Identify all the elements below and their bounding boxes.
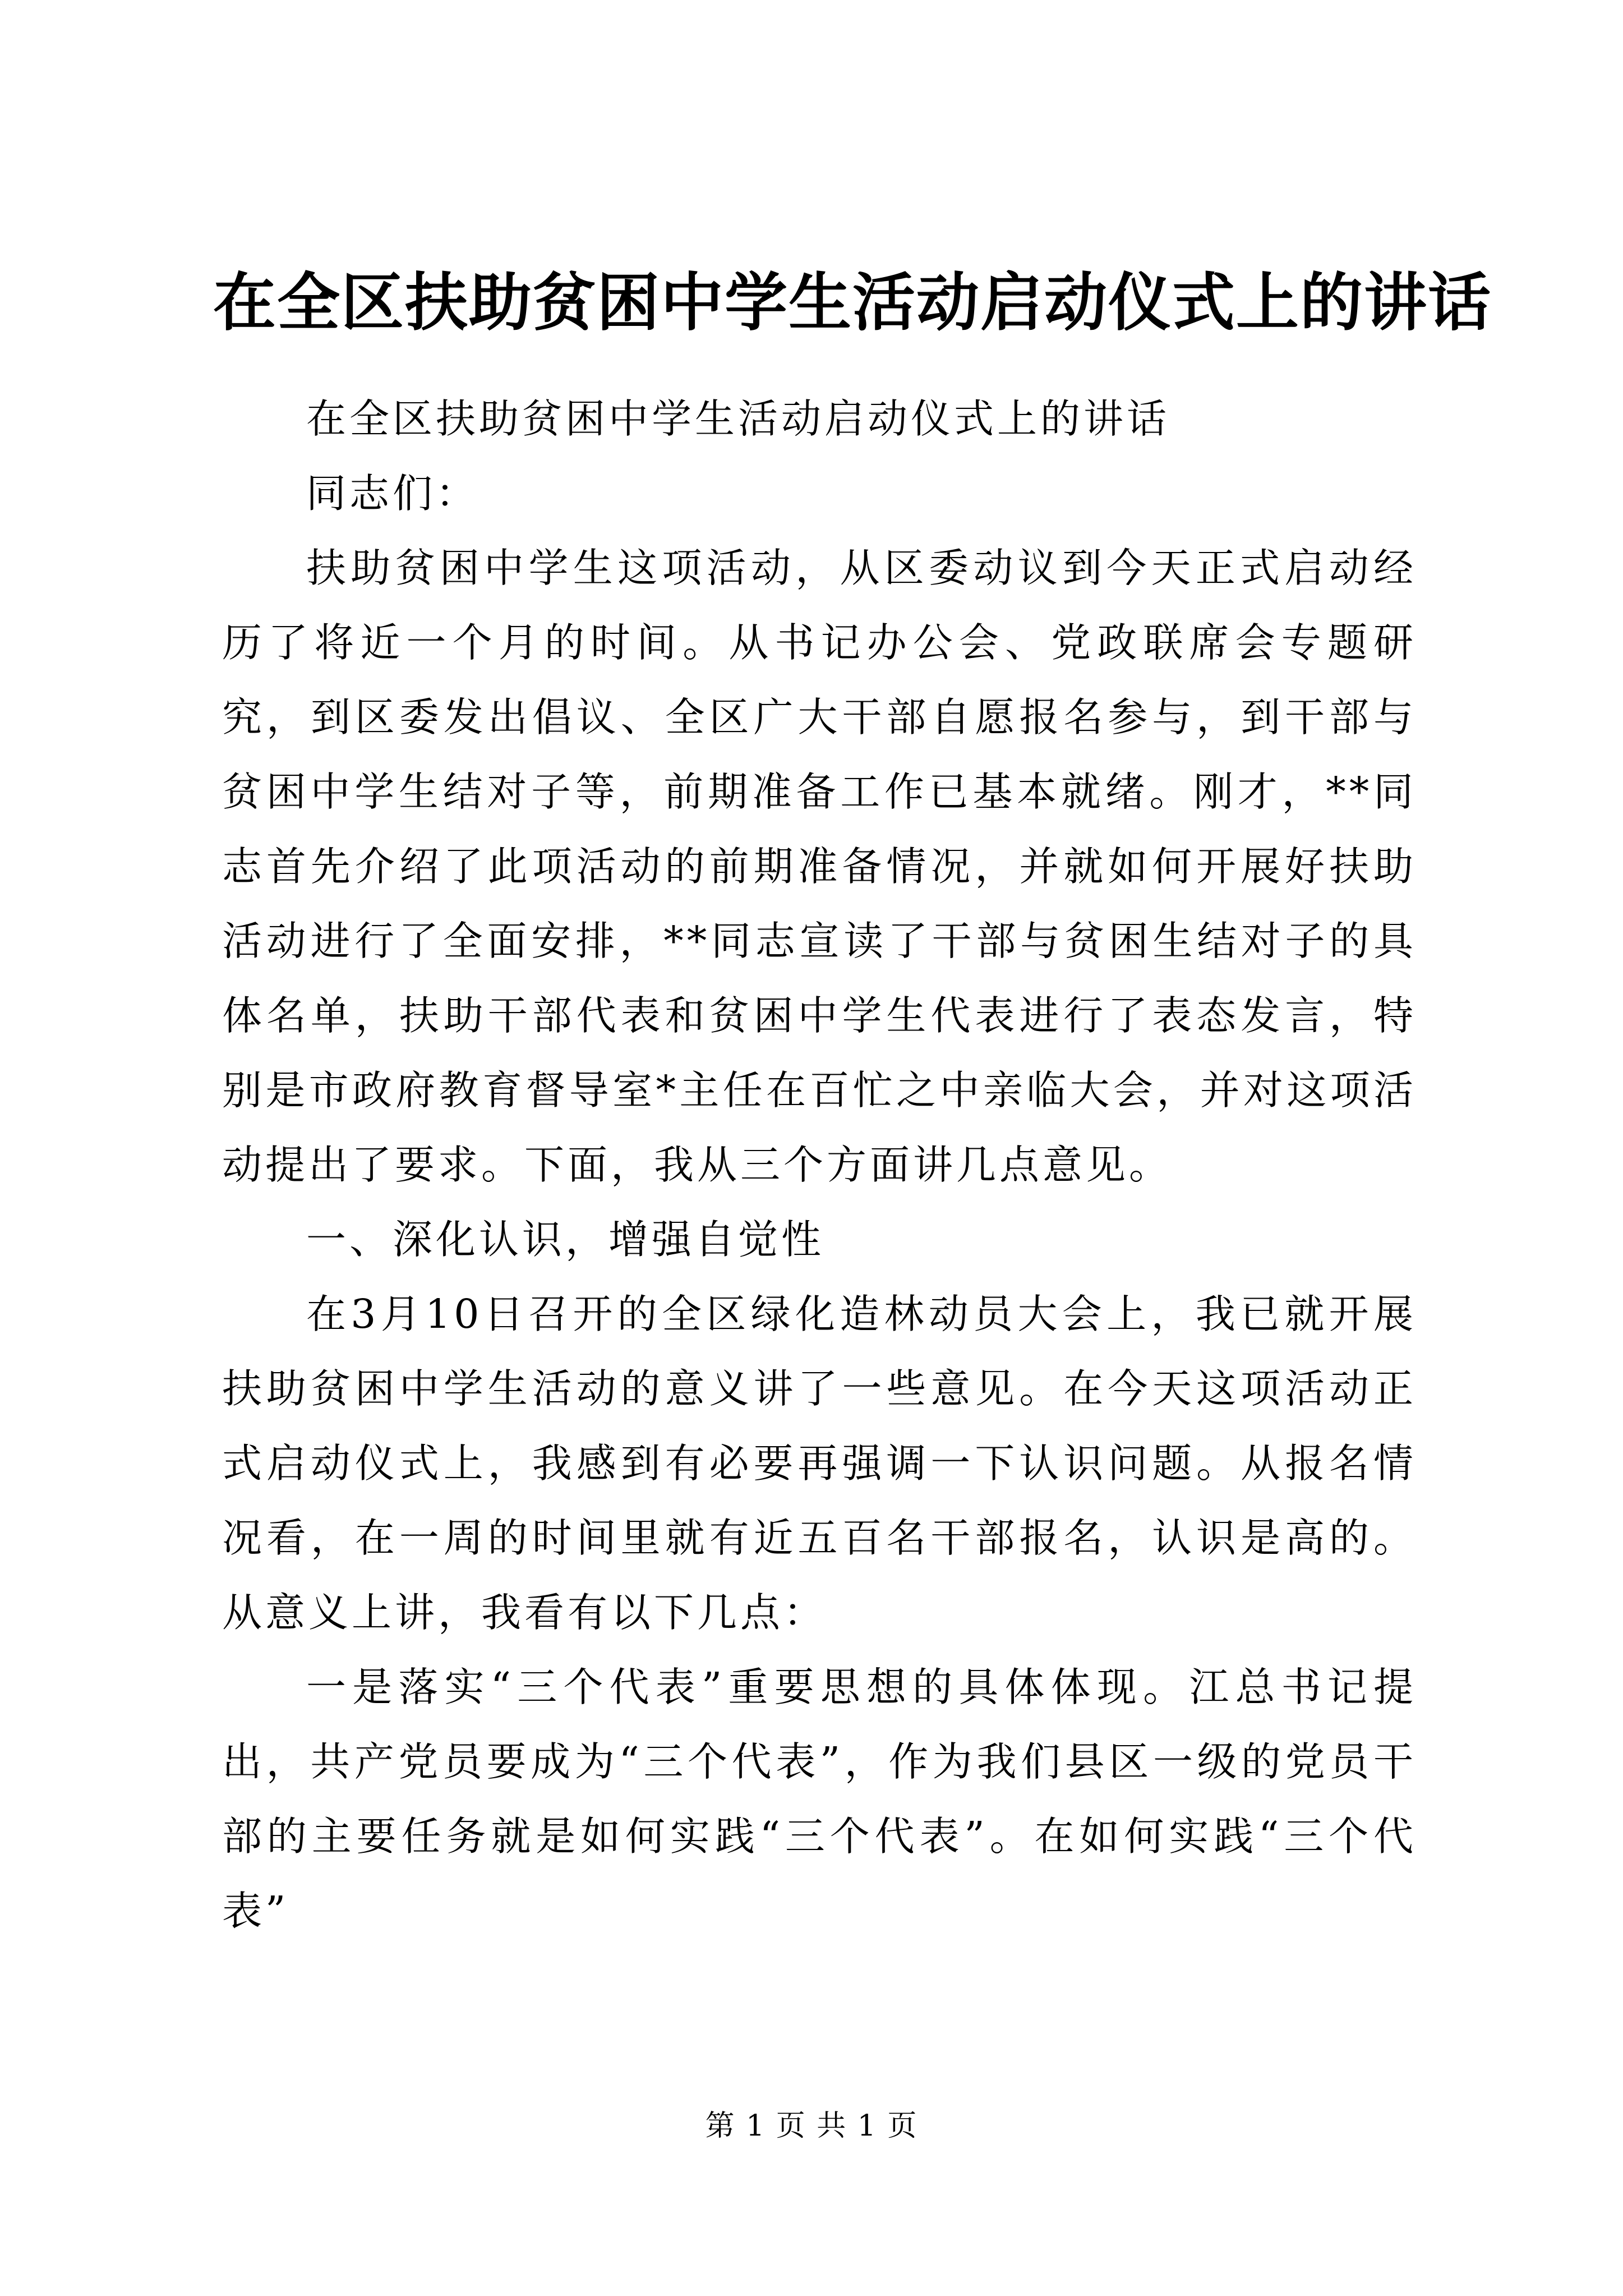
body-paragraph: 在3月10日召开的全区绿化造林动员大会上，我已就开展扶助贫困中学生活动的意义讲了一些意见。在今天这项活动正式启动仪式上，我感到有必要再强调一下认识问题。从报名情况看，在一周的时间里就有近五百名干部报名，认识是高的。从意义上讲，我看有以下几点： [222, 1291, 1417, 1636]
salutation-paragraph: 同志们： [306, 470, 479, 517]
section-heading: 一、深化认识，增强自觉性 [306, 1216, 825, 1263]
document-title: 在全区扶助贫困中学生活动启动仪式上的讲话 [213, 266, 1492, 339]
body-paragraph: 扶助贫困中学生这项活动，从区委动议到今天正式启动经历了将近一个月的时间。从书记办公会、党政联席会专题研究，到区委发出倡议、全区广大干部自愿报名参与，到干部与贫困中学生结对子等，前期准备工作已基本就绪。刚才，**同志首先介绍了此项活动的前期准备情况，并就如何开展好扶助活动进行了全面安排，**同志宣读了干部与贫困生结对子的具体名单，扶助干部代表和贫困中学生代表进行了表态发言，特别是市政府教育督导室*主任在百忙之中亲临大会，并对这项活动提出了要求。下面，我从三个方面讲几点意见。 [222, 545, 1417, 1188]
page-number-footer: 第 1 页 共 1 页 [705, 2109, 918, 2143]
body-paragraph: 一是落实“三个代表”重要思想的具体体现。江总书记提出，共产党员要成为“三个代表”，作为我们县区一级的党员干部的主要任务就是如何实践“三个代表”。在如何实践“三个代表” [222, 1664, 1417, 1934]
document-body [222, 381, 1417, 1948]
subtitle-paragraph: 在全区扶助贫困中学生活动启动仪式上的讲话 [306, 395, 1170, 442]
